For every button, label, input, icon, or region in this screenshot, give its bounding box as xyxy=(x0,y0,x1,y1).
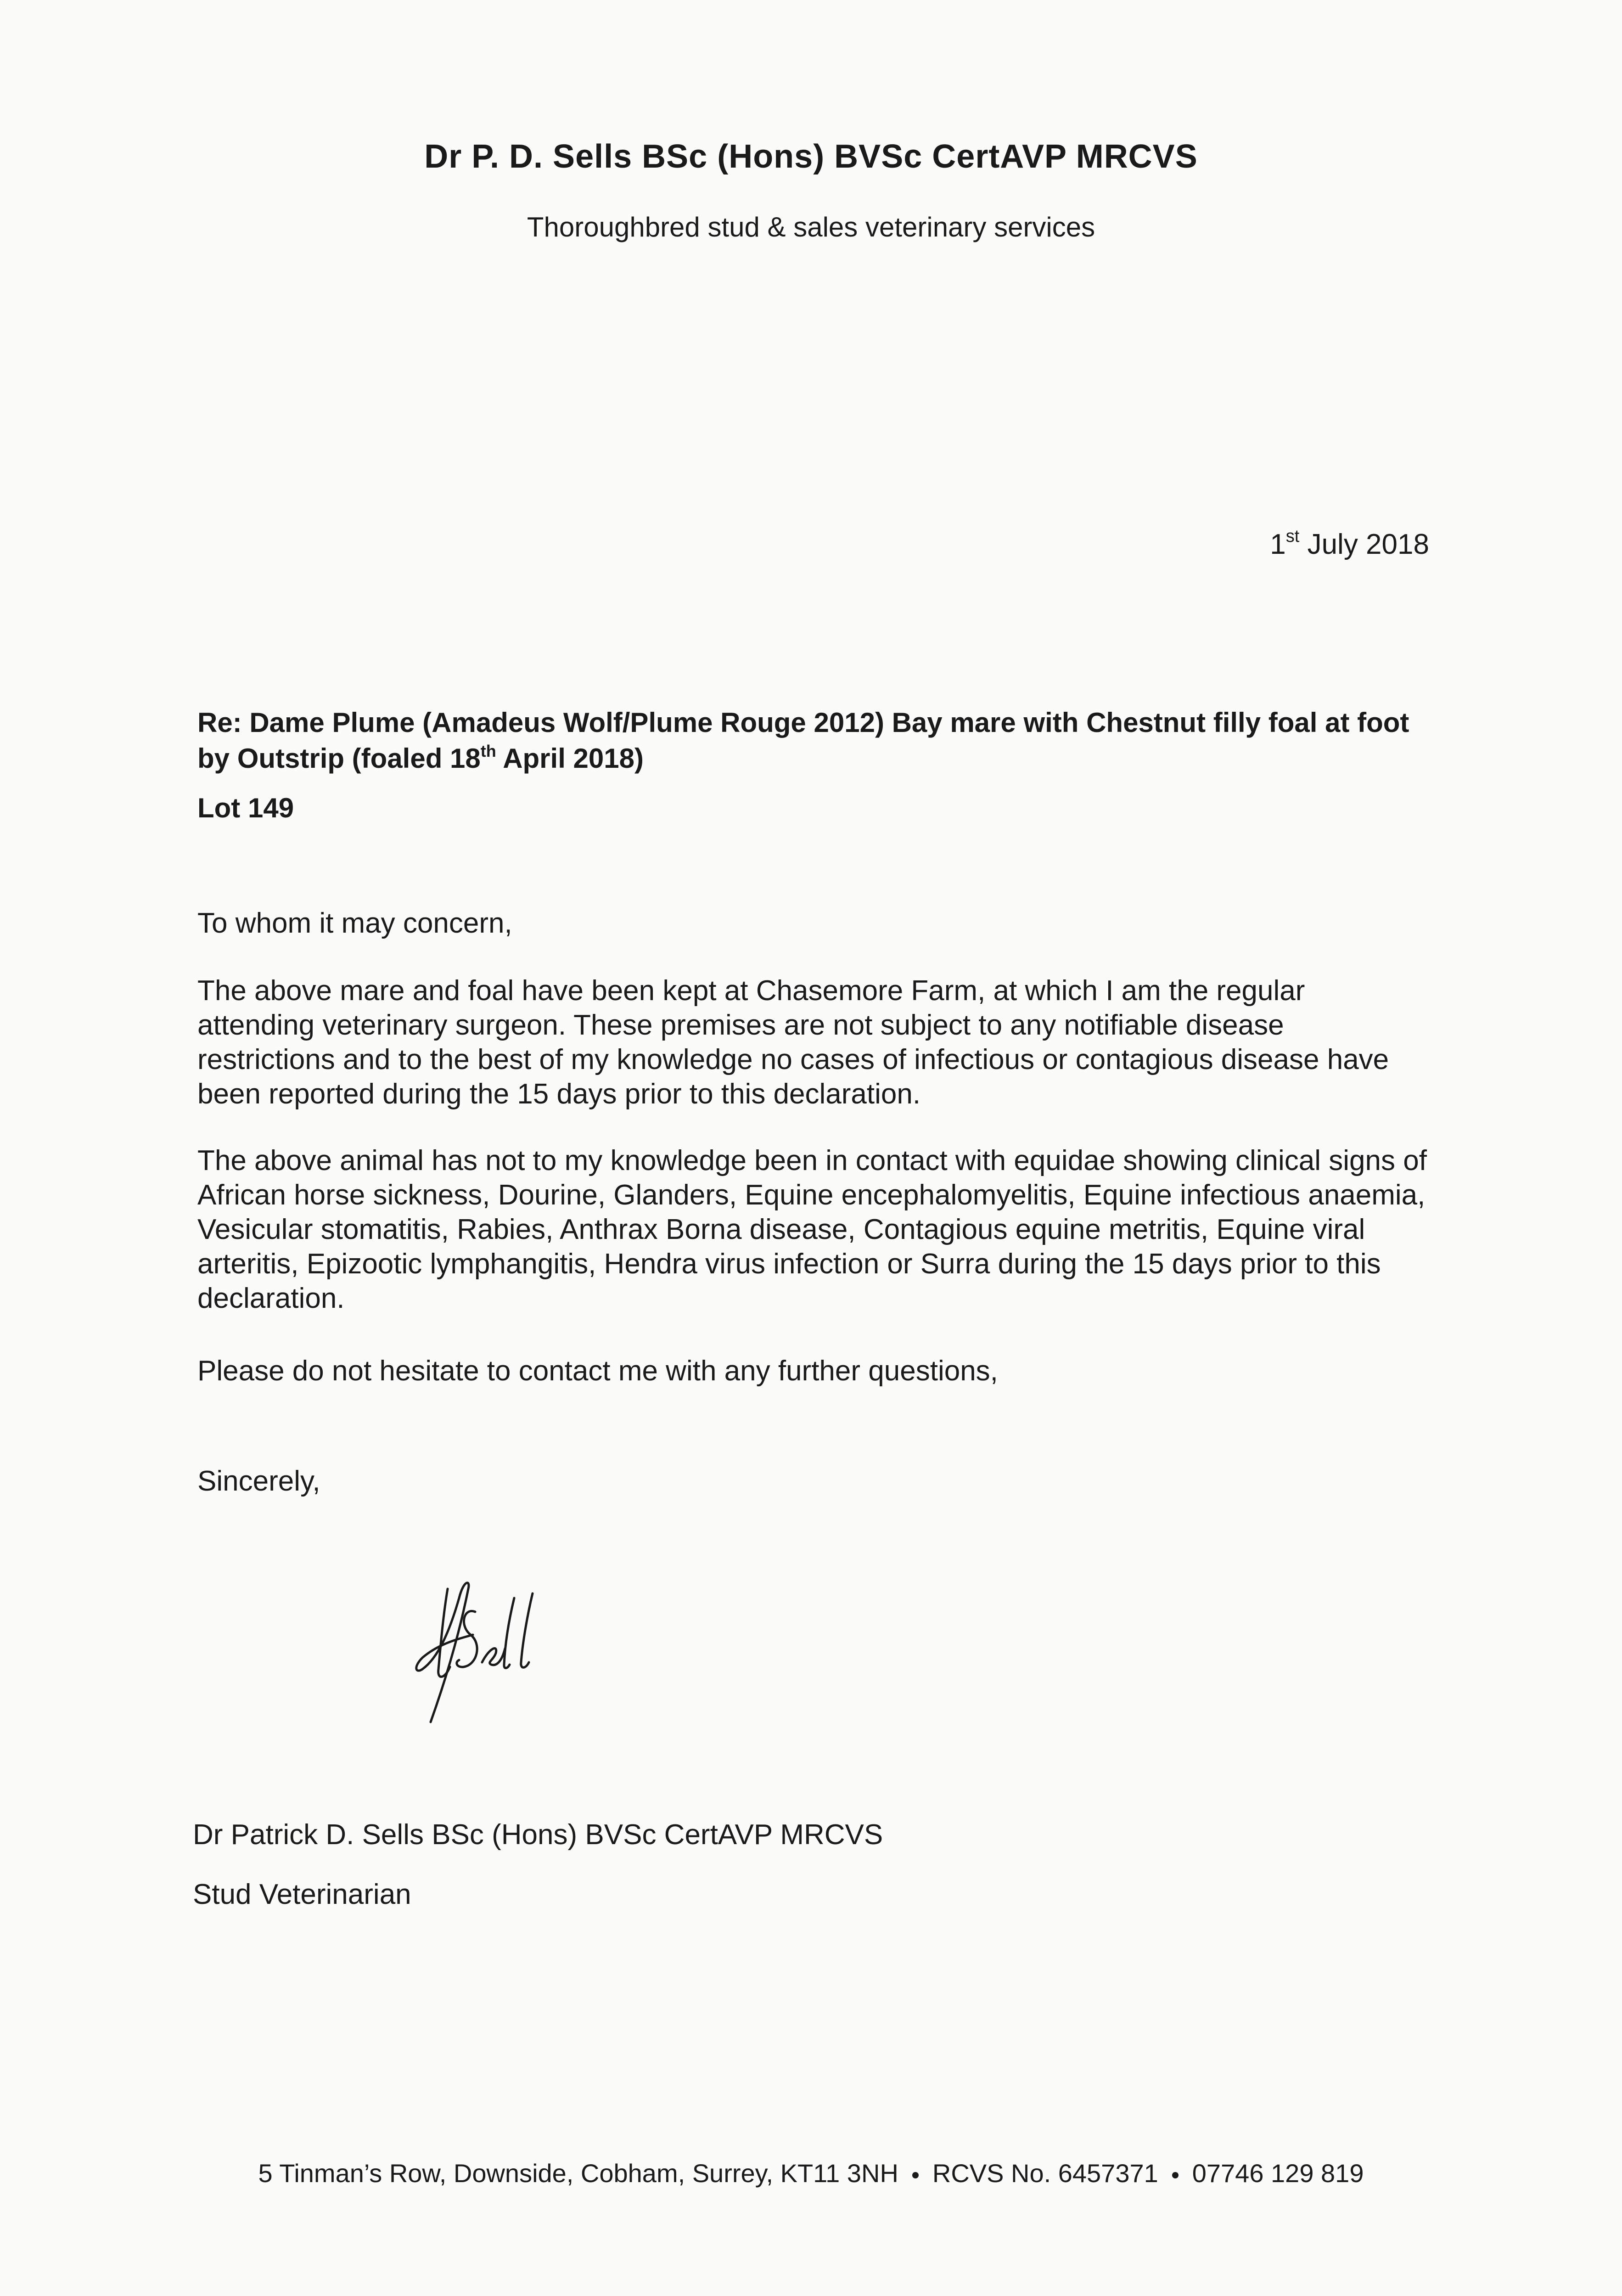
subject-part1: Re: Dame Plume (Amadeus Wolf/Plume Rouge 2012) Bay mare with Chestnut filly foal at foot by Outstrip (foaled 18 xyxy=(197,707,1409,774)
signer-name: Dr Patrick D. Sells BSc (Hons) BVSc CertAVP MRCVS xyxy=(193,1819,883,1851)
signer-role: Stud Veterinarian xyxy=(193,1879,411,1910)
closing: Sincerely, xyxy=(197,1465,320,1497)
body-paragraph-1: The above mare and foal have been kept at Chasemore Farm, at which I am the regular attending veterinary surgeon. These premises are not subject to any notifiable disease restrictions and to the best of my knowledge no cases of infectious or contagious disease have been reported during the 15 days prior to this declaration. xyxy=(197,975,1389,1110)
bullet-separator xyxy=(912,2172,919,2178)
subject-line xyxy=(197,705,1437,777)
footer-phone: 07746 129 819 xyxy=(1192,2159,1364,2188)
footer xyxy=(0,2158,1622,2188)
footer-rcvs: RCVS No. 6457371 xyxy=(932,2159,1158,2188)
date-rest: July 2018 xyxy=(1307,529,1429,560)
subject-suffix: th xyxy=(480,742,496,760)
date-day: 1 xyxy=(1270,529,1286,560)
greeting: To whom it may concern, xyxy=(197,907,512,939)
letterhead-title: Dr P. D. Sells BSc (Hons) BVSc CertAVP MRCVS xyxy=(424,138,1198,175)
subject-part2: April 2018) xyxy=(503,743,644,774)
bullet-separator xyxy=(1172,2172,1179,2178)
lot-number: Lot 149 xyxy=(197,793,294,823)
body-paragraph-2: The above animal has not to my knowledge been in contact with equidae showing clinical signs of African horse sickness, Dourine, Glanders, Equine encephalomyelitis, Equine infectious anaemia, Vesicular stomatitis, Rabies, Anthrax Borna disease, Contagious equine metritis, Equine viral arteritis, Epizootic lymphangitis, Hendra virus infection or Surra during the 15 days prior to this declaration. xyxy=(197,1145,1427,1314)
letter-date xyxy=(1270,528,1429,561)
letterhead-subtitle: Thoroughbred stud & sales veterinary services xyxy=(527,212,1095,242)
footer-address: 5 Tinman’s Row, Downside, Cobham, Surrey, KT11 3NH xyxy=(258,2159,898,2188)
body-paragraph-3: Please do not hesitate to contact me with any further questions, xyxy=(197,1355,998,1387)
signature-image xyxy=(395,1570,560,1727)
date-suffix: st xyxy=(1285,527,1300,546)
